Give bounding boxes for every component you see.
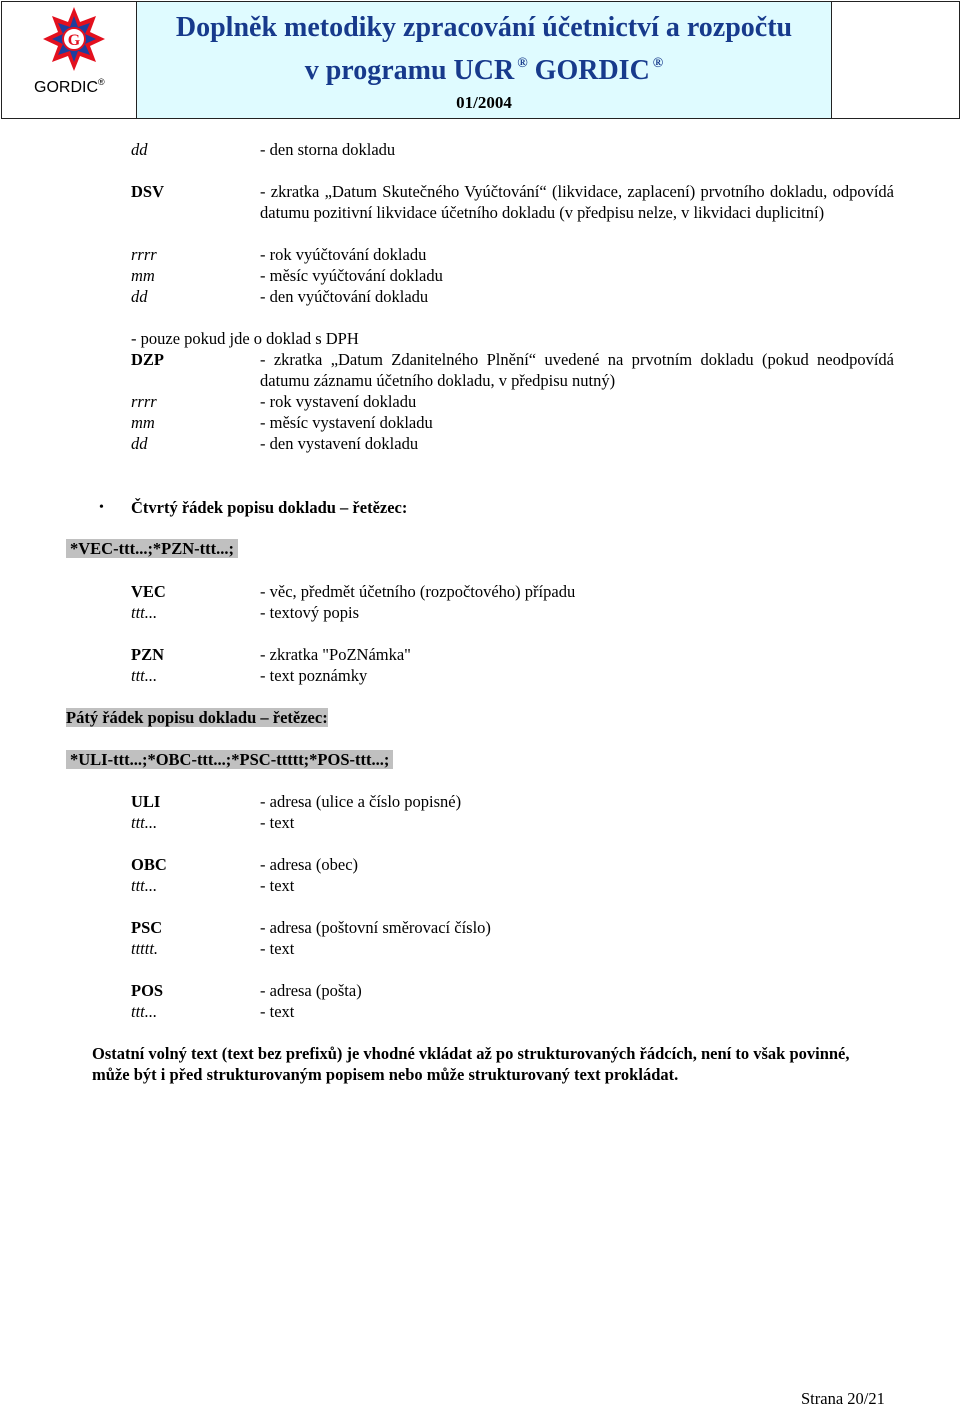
code-description: - adresa (ulice a číslo popisné) <box>260 792 462 811</box>
code-label: OBC <box>131 855 167 874</box>
code-label: mm <box>131 413 155 432</box>
code-description: - den storna dokladu <box>260 140 396 159</box>
code-label: PSC <box>131 918 163 937</box>
code-description: - text <box>260 876 295 895</box>
code-description: - rok vystavení dokladu <box>260 392 417 411</box>
header-blank-cell <box>832 2 959 118</box>
code-label: mm <box>131 266 155 285</box>
fifth-line-heading: Pátý řádek popisu dokladu – řetězec: <box>66 708 328 727</box>
code-label: dd <box>131 140 148 159</box>
code-description: - text <box>260 813 295 832</box>
code-description: - adresa (poštovní směrovací číslo) <box>260 918 491 937</box>
logo-text: GORDIC® <box>34 77 105 96</box>
code-label: POS <box>131 981 164 1000</box>
code-label: rrrr <box>131 245 157 264</box>
code-label: ttt... <box>131 603 158 622</box>
code-label: ttt... <box>131 813 158 832</box>
code-label: PZN <box>131 645 164 664</box>
code-description: - rok vyúčtování dokladu <box>260 245 427 264</box>
code-label: rrrr <box>131 392 157 411</box>
code-label: ttttt. <box>131 939 159 958</box>
code-description: - zkratka "PoZNámka" <box>260 645 411 664</box>
gordic-logo-icon <box>2 2 136 118</box>
section-heading: Čtvrtý řádek popisu dokladu – řetězec: <box>131 498 408 517</box>
final-note: Ostatní volný text (text bez prefixů) je vhodné vkládat až po strukturovaných řádcích, není to však povinné, může být i před strukturovaným popisem nebo může strukturovaný text prokládat. <box>92 1044 850 1084</box>
document-date: 01/2004 <box>456 93 512 112</box>
code-label: dd <box>131 434 148 453</box>
code-description: - měsíc vyúčtování dokladu <box>260 266 443 285</box>
logo-box <box>2 2 137 118</box>
code-description: - den vyúčtování dokladu <box>260 287 429 306</box>
code-description: - adresa (obec) <box>260 855 359 874</box>
document-title <box>137 2 832 118</box>
code-label: DZP <box>131 350 164 369</box>
code-description: - zkratka „Datum Skutečného Vyúčtování“ (likvidace, zaplacení) prvotního dokladu, odpovídá datumu pozitivní likvidace účetního dokladu (v předpisu nelze, v likvidaci duplicitní) <box>260 182 894 222</box>
code-description: - zkratka „Datum Zdanitelného Plnění“ uvedené na prvotním dokladu (pokud neodpovídá datumu záznamu účetního dokladu, v předpisu nutný) <box>260 350 894 390</box>
code-label: ULI <box>131 792 161 811</box>
code-label: VEC <box>131 582 166 601</box>
title-line-2: v programu UCR ® GORDIC ® <box>304 55 664 86</box>
code-description: - text <box>260 939 295 958</box>
dph-note: - pouze pokud jde o doklad s DPH <box>131 329 359 348</box>
code-description: - adresa (pošta) <box>260 981 362 1000</box>
bullet-icon: • <box>99 500 104 515</box>
code-description: - textový popis <box>260 603 359 622</box>
code-label: ttt... <box>131 1002 158 1021</box>
code-description: - měsíc vystavení dokladu <box>260 413 433 432</box>
page-header <box>1 1 960 119</box>
code-description: - věc, předmět účetního (rozpočtového) případu <box>260 582 576 601</box>
code-label: DSV <box>131 182 165 201</box>
code-description: - den vystavení dokladu <box>260 434 419 453</box>
title-line-1: Doplněk metodiky zpracování účetnictví a rozpočtu <box>175 12 793 43</box>
code-label: ttt... <box>131 876 158 895</box>
fifth-line-string: *ULI-ttt...;*OBC-ttt...;*PSC-ttttt;*POS-ttt...; <box>66 749 393 770</box>
code-label: ttt... <box>131 666 158 685</box>
code-description: - text <box>260 1002 295 1021</box>
page-number: Strana 20/21 <box>801 1389 885 1408</box>
code-description: - text poznámky <box>260 666 368 685</box>
code-label: dd <box>131 287 148 306</box>
fourth-line-string: *VEC-ttt...;*PZN-ttt...; <box>66 538 238 559</box>
svg-text:G: G <box>67 32 81 49</box>
